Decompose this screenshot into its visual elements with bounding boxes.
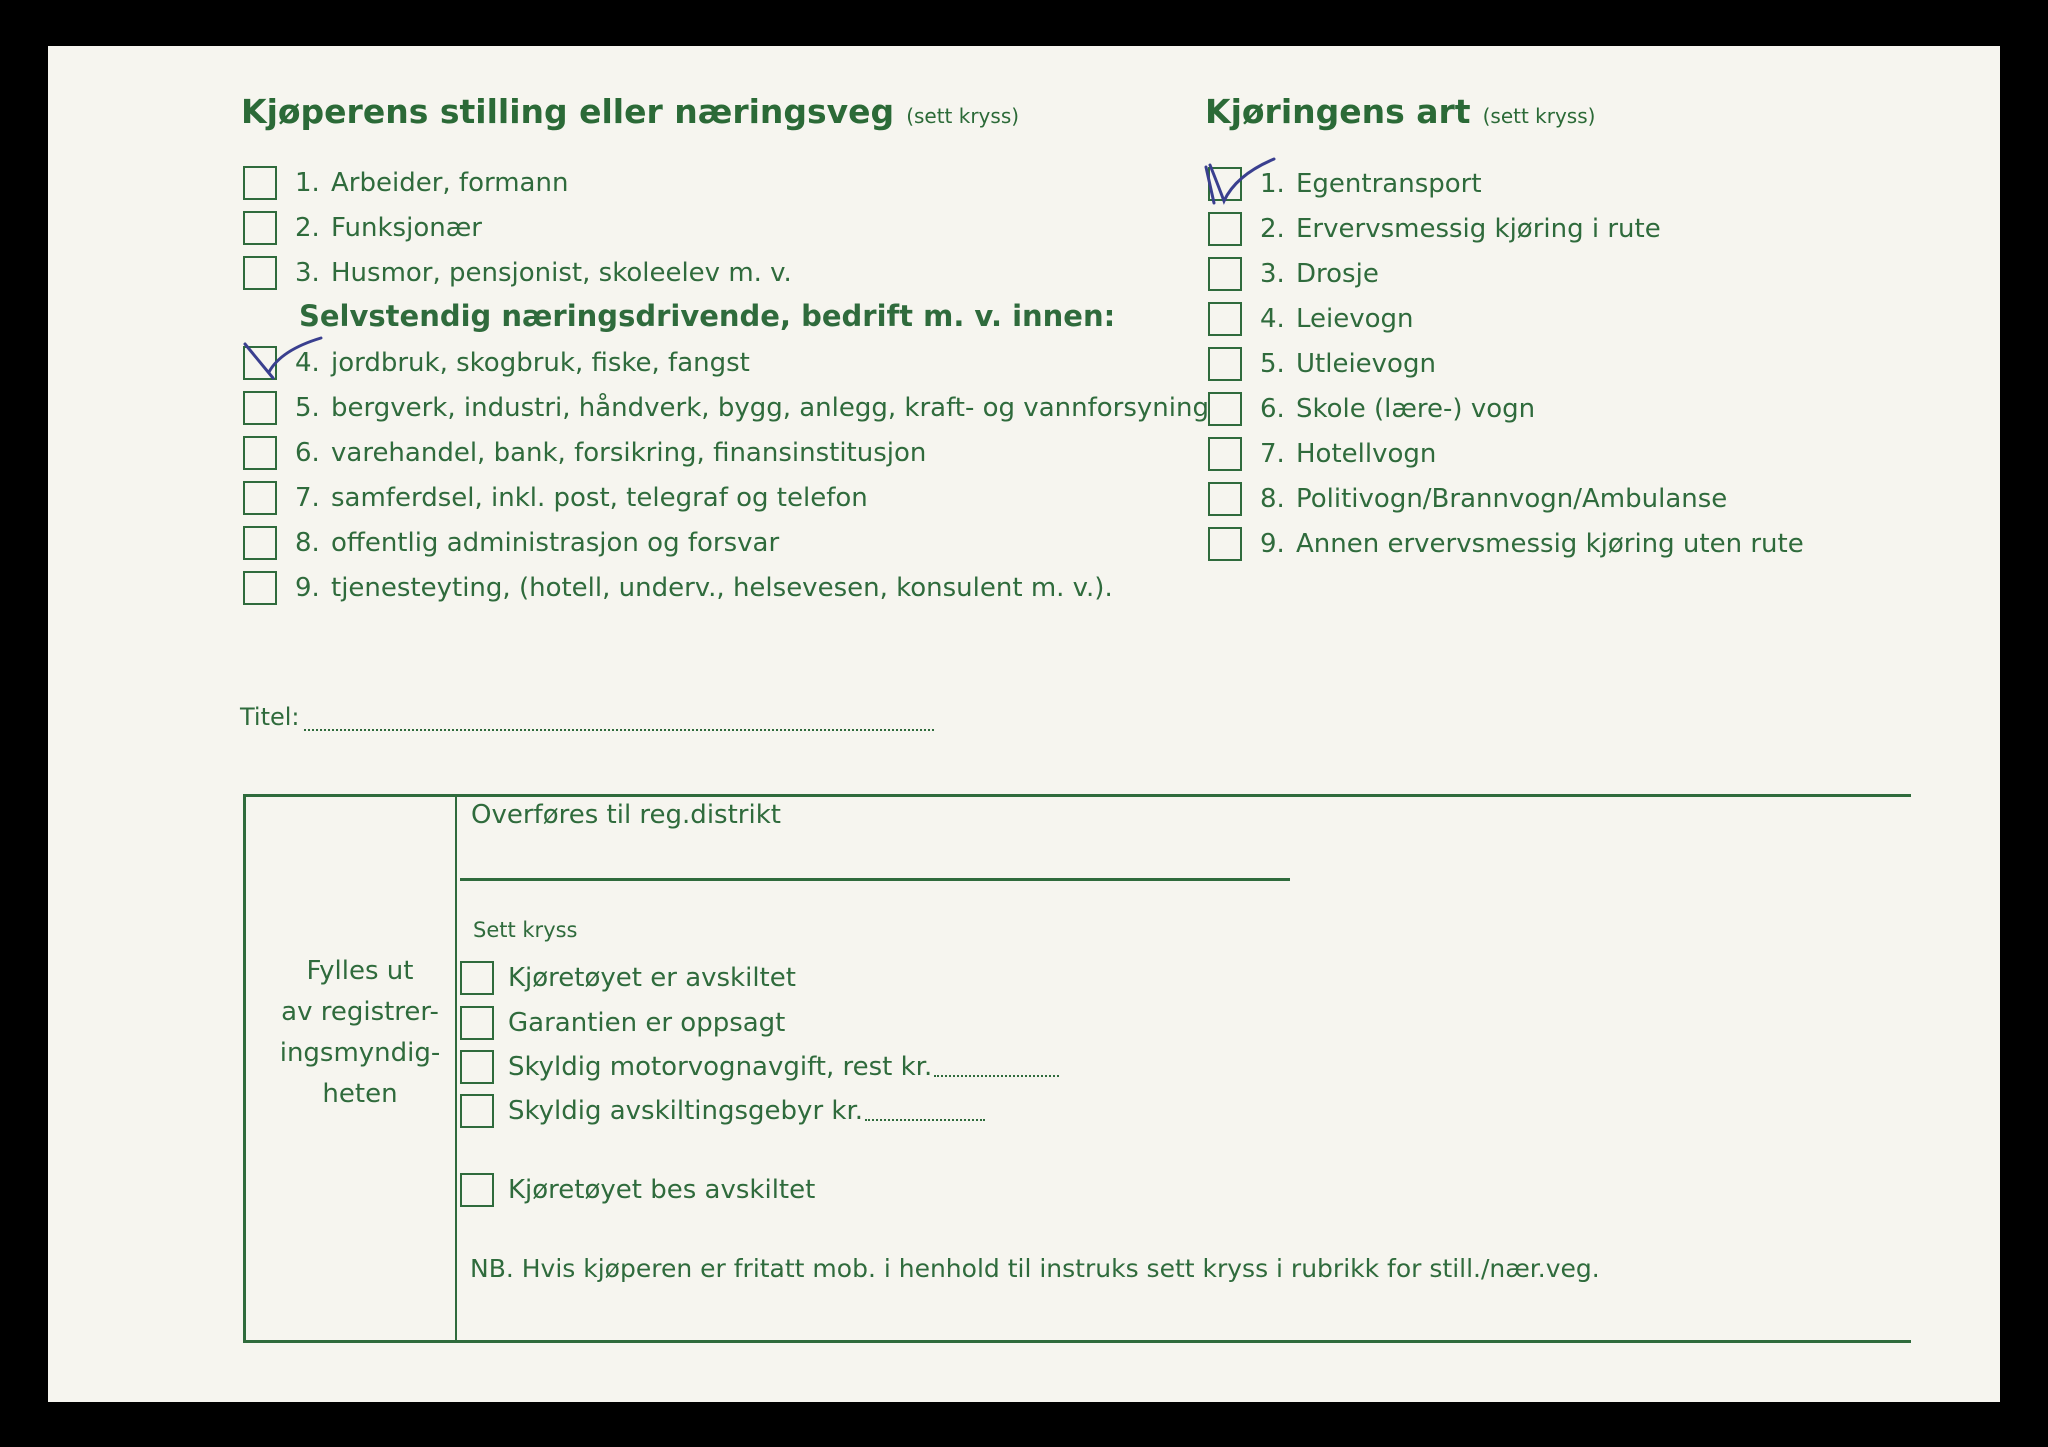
occupation-option-9[interactable]: [243, 568, 1113, 608]
option-number: 5.: [295, 393, 320, 423]
box-bottom-border: [243, 1340, 1911, 1343]
option-number: 8.: [1260, 484, 1285, 514]
title-field-label: Titel:: [240, 703, 300, 731]
form-sheet: [48, 46, 2000, 1402]
box-left-border: [243, 794, 246, 1343]
driving-option-9[interactable]: [1208, 524, 1804, 564]
registry-label-line: heten: [322, 1079, 398, 1109]
buyer-occupation-heading: [241, 92, 1019, 131]
occupation-checkbox-7[interactable]: [243, 481, 277, 515]
registry-check-guarantee[interactable]: [460, 1003, 785, 1043]
occupation-checkbox-3[interactable]: [243, 256, 277, 290]
option-number: 9.: [295, 573, 320, 603]
registry-check-deregistration-fee[interactable]: [460, 1091, 985, 1131]
option-number: 9.: [1260, 529, 1285, 559]
registry-checkbox-request-deregistration[interactable]: [460, 1173, 494, 1207]
option-number: 6.: [1260, 394, 1285, 424]
driving-checkbox-7[interactable]: [1208, 437, 1242, 471]
registry-check-label: Kjøretøyet er avskiltet: [508, 963, 796, 993]
occupation-checkbox-9[interactable]: [243, 571, 277, 605]
option-number: 4.: [1260, 304, 1285, 334]
driving-type-title: Kjøringens art: [1205, 92, 1471, 131]
option-label: Funksjonær: [331, 213, 482, 243]
registry-check-vehicle-tax[interactable]: [460, 1047, 1059, 1087]
transfer-district-label: Overføres til reg.distrikt: [471, 800, 781, 830]
title-field-row: [240, 703, 934, 731]
option-label: Leievogn: [1296, 304, 1414, 334]
buyer-occupation-note: (sett kryss): [906, 104, 1020, 128]
driving-option-2[interactable]: [1208, 209, 1661, 249]
driving-checkbox-8[interactable]: [1208, 482, 1242, 516]
driving-type-heading: [1205, 92, 1595, 131]
registry-checkbox-guarantee[interactable]: [460, 1006, 494, 1040]
option-label: Egentransport: [1296, 169, 1482, 199]
driving-option-6[interactable]: [1208, 389, 1535, 429]
title-field-input[interactable]: [304, 711, 934, 731]
option-number: 2.: [1260, 214, 1285, 244]
driving-checkbox-3[interactable]: [1208, 257, 1242, 291]
registry-check-label: Skyldig avskiltingsgebyr kr.: [508, 1096, 864, 1126]
driving-option-5[interactable]: [1208, 344, 1436, 384]
occupation-option-1[interactable]: [243, 163, 568, 203]
occupation-checkbox-1[interactable]: [243, 166, 277, 200]
option-number: 2.: [295, 213, 320, 243]
occupation-checkbox-8[interactable]: [243, 526, 277, 560]
driving-type-note: (sett kryss): [1482, 104, 1596, 128]
option-number: 8.: [295, 528, 320, 558]
driving-checkbox-2[interactable]: [1208, 212, 1242, 246]
registry-check-label: Kjøretøyet bes avskiltet: [508, 1175, 816, 1205]
option-label: Ervervsmessig kjøring i rute: [1296, 214, 1661, 244]
option-label: Annen ervervsmessig kjøring uten rute: [1296, 529, 1804, 559]
occupation-option-7[interactable]: [243, 478, 868, 518]
option-number: 3.: [295, 258, 320, 288]
driving-option-8[interactable]: [1208, 479, 1727, 519]
option-label: bergverk, industri, håndverk, bygg, anlegg, kraft- og vannforsyning: [331, 393, 1209, 423]
driving-option-3[interactable]: [1208, 254, 1379, 294]
option-label: varehandel, bank, forsikring, finansinstitusjon: [331, 438, 927, 468]
occupation-option-5[interactable]: [243, 388, 1209, 428]
transfer-district-input[interactable]: [460, 840, 1290, 881]
option-label: tjenesteyting, (hotell, underv., helsevesen, konsulent m. v.).: [331, 573, 1113, 603]
registry-check-label: Garantien er oppsagt: [508, 1008, 786, 1038]
occupation-checkbox-5[interactable]: [243, 391, 277, 425]
driving-option-7[interactable]: [1208, 434, 1436, 474]
registry-checkbox-deregistration-fee[interactable]: [460, 1094, 494, 1128]
occupation-checkbox-6[interactable]: [243, 436, 277, 470]
occupation-checkbox-4[interactable]: [243, 346, 277, 380]
registry-authority-label: [255, 951, 465, 1115]
option-number: 4.: [295, 348, 320, 378]
option-label: Utleievogn: [1296, 349, 1436, 379]
option-label: samferdsel, inkl. post, telegraf og telefon: [331, 483, 868, 513]
registry-label-line: ingsmyndig-: [279, 1038, 441, 1068]
driving-checkbox-6[interactable]: [1208, 392, 1242, 426]
option-label: Skole (lære-) vogn: [1296, 394, 1536, 424]
option-label: Drosje: [1296, 259, 1379, 289]
sett-kryss-label: Sett kryss: [473, 918, 578, 942]
option-number: 5.: [1260, 349, 1285, 379]
option-label: Politivogn/Brannvogn/Ambulanse: [1296, 484, 1728, 514]
registry-check-request-deregistration[interactable]: [460, 1170, 815, 1210]
registry-checkbox-vehicle-tax[interactable]: [460, 1050, 494, 1084]
registry-label-line: av registrer-: [281, 997, 439, 1027]
option-label: Arbeider, formann: [331, 168, 569, 198]
driving-checkbox-4[interactable]: [1208, 302, 1242, 336]
nb-note: NB. Hvis kjøperen er fritatt mob. i henhold til instruks sett kryss i rubrikk for still./nær.veg.: [470, 1254, 1600, 1283]
deregistration-fee-amount-input[interactable]: [865, 1101, 985, 1121]
driving-option-4[interactable]: [1208, 299, 1414, 339]
option-number: 7.: [1260, 439, 1285, 469]
occupation-option-3[interactable]: [243, 253, 792, 293]
registry-check-label: Skyldig motorvognavgift, rest kr.: [508, 1052, 933, 1082]
buyer-occupation-title: Kjøperens stilling eller næringsveg: [241, 92, 895, 131]
option-number: 7.: [295, 483, 320, 513]
occupation-option-4[interactable]: [243, 343, 750, 383]
option-number: 1.: [1260, 169, 1285, 199]
occupation-option-8[interactable]: [243, 523, 779, 563]
option-number: 6.: [295, 438, 320, 468]
option-label: Husmor, pensjonist, skoleelev m. v.: [331, 258, 792, 288]
self-employed-subheading: Selvstendig næringsdrivende, bedrift m. v. innen:: [299, 299, 1116, 333]
registry-label-line: Fylles ut: [306, 956, 414, 986]
registry-checkbox-deregistered[interactable]: [460, 961, 494, 995]
occupation-checkbox-2[interactable]: [243, 211, 277, 245]
driving-checkbox-1[interactable]: [1208, 167, 1242, 201]
option-label: Hotellvogn: [1296, 439, 1437, 469]
driving-checkbox-9[interactable]: [1208, 527, 1242, 561]
occupation-option-6[interactable]: [243, 433, 926, 473]
box-top-border: [243, 794, 1911, 797]
occupation-option-2[interactable]: [243, 208, 482, 248]
option-label: jordbruk, skogbruk, fiske, fangst: [331, 348, 750, 378]
driving-option-1[interactable]: [1208, 164, 1482, 204]
vehicle-tax-amount-input[interactable]: [934, 1057, 1059, 1077]
option-number: 1.: [295, 168, 320, 198]
registry-check-deregistered[interactable]: [460, 958, 796, 998]
driving-checkbox-5[interactable]: [1208, 347, 1242, 381]
option-number: 3.: [1260, 259, 1285, 289]
option-label: offentlig administrasjon og forsvar: [331, 528, 780, 558]
